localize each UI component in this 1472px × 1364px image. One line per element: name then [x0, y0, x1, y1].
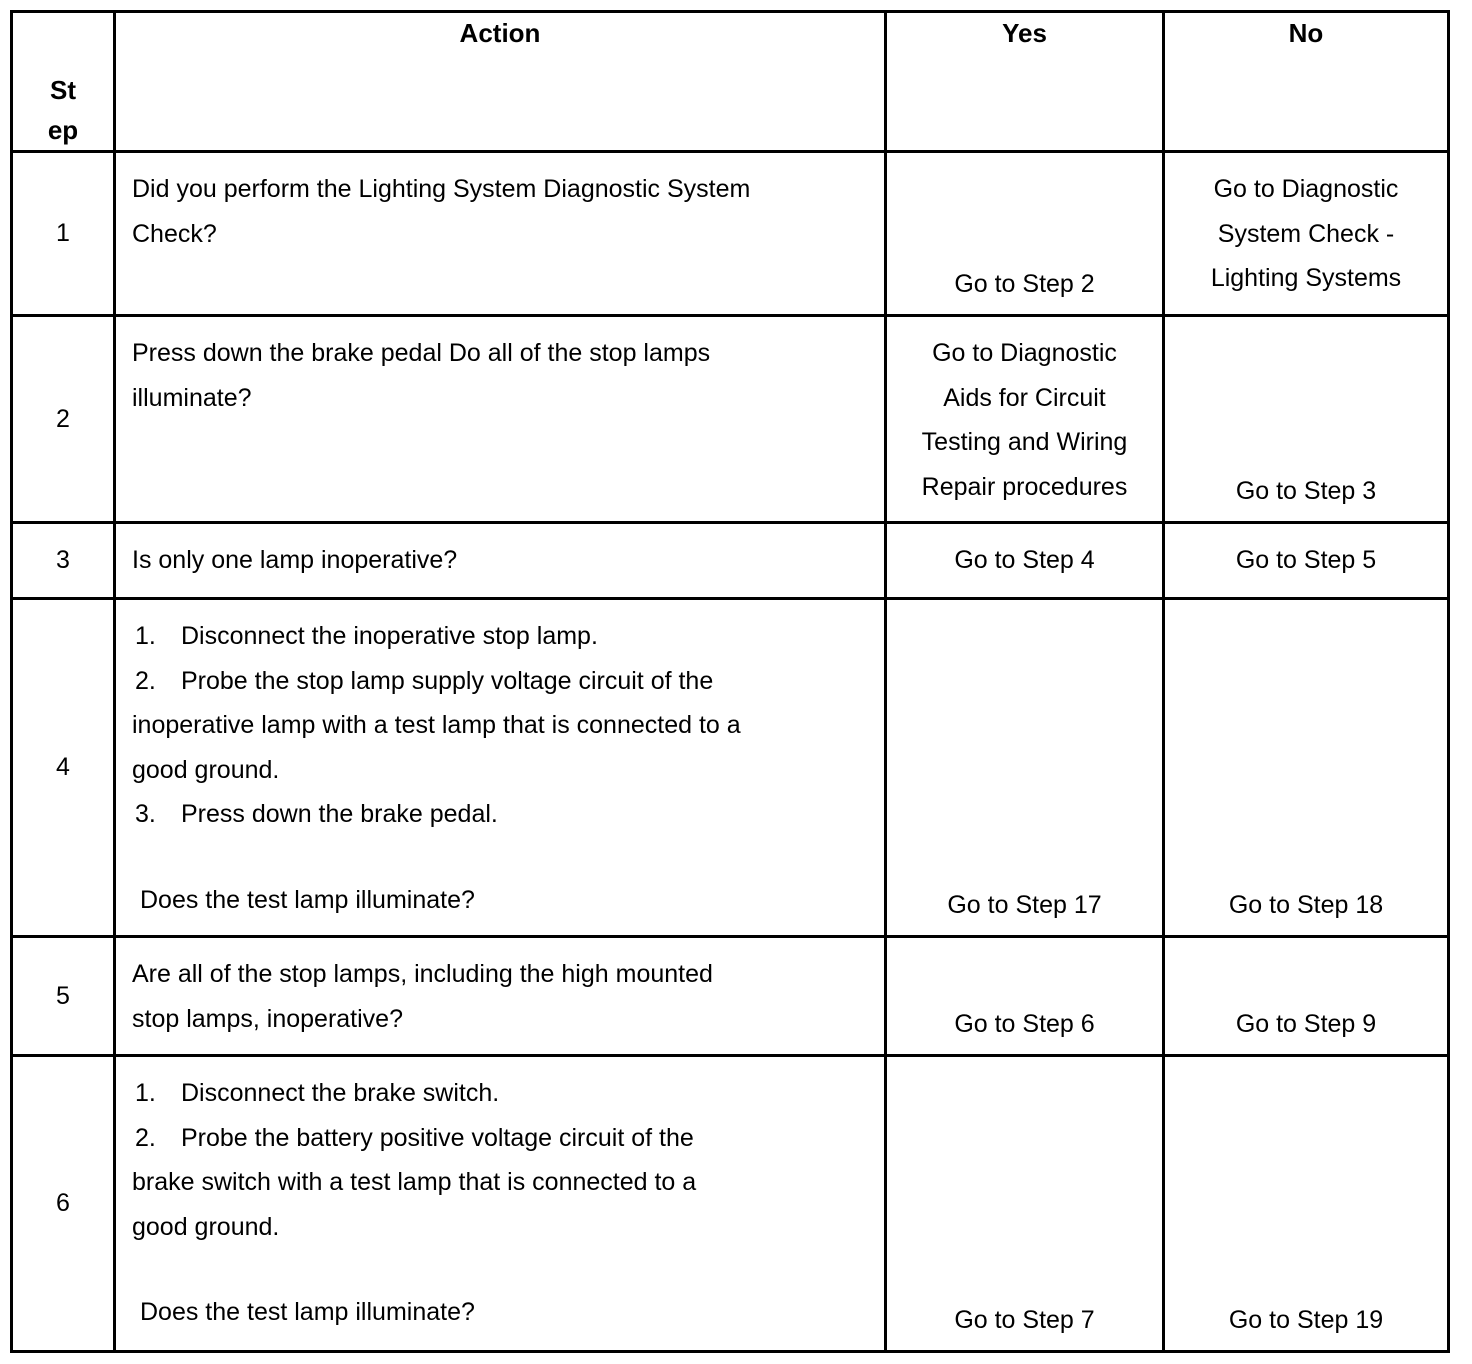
- no-cell: Go to Step 3: [1164, 316, 1449, 523]
- no-cell: Go to Step 19: [1164, 1056, 1449, 1352]
- list-item-continuation: brake switch with a test lamp that is connected to a: [132, 1168, 697, 1196]
- action-cell: Are all of the stop lamps, including the high mounted stop lamps, inoperative?: [115, 937, 886, 1056]
- step-number: 4: [12, 599, 115, 937]
- step-number: 6: [12, 1056, 115, 1352]
- question-text: Does the test lamp illuminate?: [140, 885, 475, 914]
- header-yes: Yes: [886, 12, 1164, 152]
- list-item: 2. Probe the stop lamp supply voltage circuit of the: [135, 666, 714, 695]
- table-row: [12, 1056, 1449, 1352]
- list-item-continuation: good ground.: [132, 1212, 280, 1241]
- header-row: [12, 12, 1449, 152]
- yes-cell: Go to Step 4: [886, 523, 1164, 599]
- yes-cell: Go to Diagnostic Aids for Circuit Testing and Wiring Repair procedures: [886, 316, 1164, 523]
- question-text: Does the test lamp illuminate?: [140, 1298, 475, 1326]
- no-cell: Go to Diagnostic System Check - Lighting Systems: [1164, 152, 1449, 316]
- list-item: 3. Press down the brake pedal.: [135, 800, 498, 828]
- list-item-continuation: inoperative lamp with a test lamp that is connected to a: [132, 711, 741, 739]
- header-action: Action: [115, 12, 886, 152]
- step-number: 2: [12, 316, 115, 523]
- diagnostic-table: [10, 10, 1450, 1353]
- step-number: 5: [12, 937, 115, 1056]
- step-number: 1: [12, 152, 115, 316]
- table-row: [12, 599, 1449, 937]
- no-cell: Go to Step 5: [1164, 523, 1449, 599]
- action-cell: Is only one lamp inoperative?: [115, 523, 886, 599]
- action-cell: [115, 599, 886, 937]
- action-cell: Press down the brake pedal Do all of the stop lamps illuminate?: [115, 316, 886, 523]
- table-row: [12, 316, 1449, 523]
- no-cell: Go to Step 9: [1164, 937, 1449, 1056]
- header-step: St ep: [12, 12, 115, 152]
- list-item: 2. Probe the battery positive voltage circuit of the: [135, 1123, 694, 1152]
- list-item-continuation: good ground.: [132, 755, 280, 784]
- yes-cell: Go to Step 6: [886, 937, 1164, 1056]
- table-row: [12, 523, 1449, 599]
- header-no: No: [1164, 12, 1449, 152]
- step-number: 3: [12, 523, 115, 599]
- list-item: 1. Disconnect the brake switch.: [135, 1079, 500, 1107]
- yes-cell: Go to Step 2: [886, 152, 1164, 316]
- table-row: [12, 152, 1449, 316]
- action-cell: [115, 1056, 886, 1352]
- list-item: 1. Disconnect the inoperative stop lamp.: [135, 622, 598, 650]
- no-cell: Go to Step 18: [1164, 599, 1449, 937]
- yes-cell: Go to Step 17: [886, 599, 1164, 937]
- action-cell: Did you perform the Lighting System Diagnostic System Check?: [115, 152, 886, 316]
- yes-cell: Go to Step 7: [886, 1056, 1164, 1352]
- table-row: [12, 937, 1449, 1056]
